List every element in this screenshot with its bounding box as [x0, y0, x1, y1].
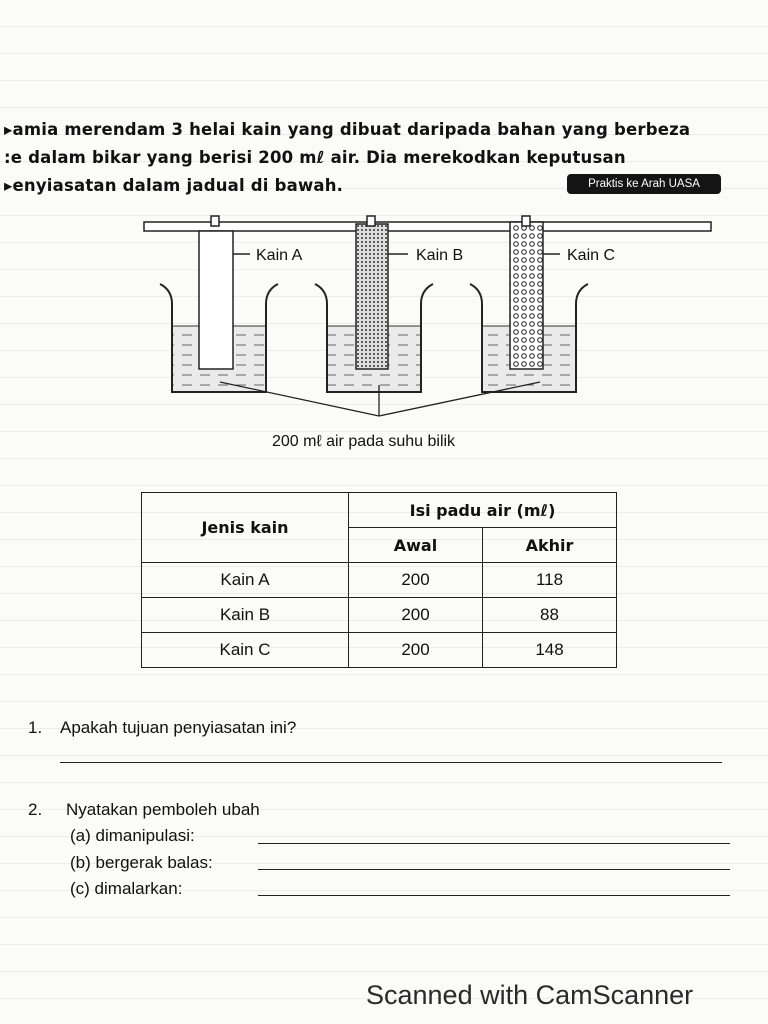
cloth-a	[199, 231, 233, 369]
table-row	[142, 633, 617, 668]
cell-kain: Kain B	[142, 598, 349, 633]
answer-line-2a[interactable]	[258, 843, 730, 844]
cell-akhir: 148	[483, 633, 617, 668]
cell-kain: Kain A	[142, 563, 349, 598]
cell-awal: 200	[349, 598, 483, 633]
praktis-badge: Praktis ke Arah UASA	[567, 174, 721, 194]
clip-a	[211, 216, 219, 226]
label-kain-a: Kain A	[256, 247, 303, 264]
clip-c	[522, 216, 530, 226]
hanging-rod	[144, 222, 711, 231]
question-2-number: 2.	[28, 800, 43, 819]
header-awal: Awal	[349, 528, 483, 563]
answer-line-2c[interactable]	[258, 895, 730, 896]
answer-line-2b[interactable]	[258, 869, 730, 870]
label-kain-b: Kain B	[416, 247, 464, 264]
cell-akhir: 118	[483, 563, 617, 598]
header-akhir: Akhir	[483, 528, 617, 563]
intro-line-3: ▸enyiasatan dalam jadual di bawah.	[4, 176, 344, 195]
table-row	[142, 563, 617, 598]
cell-kain: Kain C	[142, 633, 349, 668]
header-isi-padu: Isi padu air (mℓ)	[349, 493, 617, 528]
question-2a-label: (a) dimanipulasi:	[70, 826, 195, 845]
question-2c-label: (c) dimalarkan:	[70, 879, 183, 898]
cell-awal: 200	[349, 563, 483, 598]
intro-line-2: :e dalam bikar yang berisi 200 mℓ air. Dia merekodkan keputusan	[4, 148, 626, 167]
header-jenis-kain: Jenis kain	[142, 493, 349, 563]
question-2b-label: (b) bergerak balas:	[70, 853, 213, 872]
question-2-text: Nyatakan pemboleh ubah	[66, 800, 260, 819]
scanner-watermark: Scanned with CamScanner	[366, 980, 694, 1010]
intro-line-1: ▸amia merendam 3 helai kain yang dibuat daripada bahan yang berbeza	[4, 120, 691, 139]
question-1-text: Apakah tujuan penyiasatan ini?	[60, 718, 297, 737]
cell-akhir: 88	[483, 598, 617, 633]
answer-line-1[interactable]	[60, 762, 722, 763]
question-1-number: 1.	[28, 718, 43, 737]
diagram-caption: 200 mℓ air pada suhu bilik	[272, 433, 456, 450]
label-kain-c: Kain C	[567, 247, 616, 264]
clip-b	[367, 216, 375, 226]
cell-awal: 200	[349, 633, 483, 668]
results-table	[141, 492, 617, 668]
table-row	[142, 598, 617, 633]
experiment-diagram	[0, 200, 768, 470]
